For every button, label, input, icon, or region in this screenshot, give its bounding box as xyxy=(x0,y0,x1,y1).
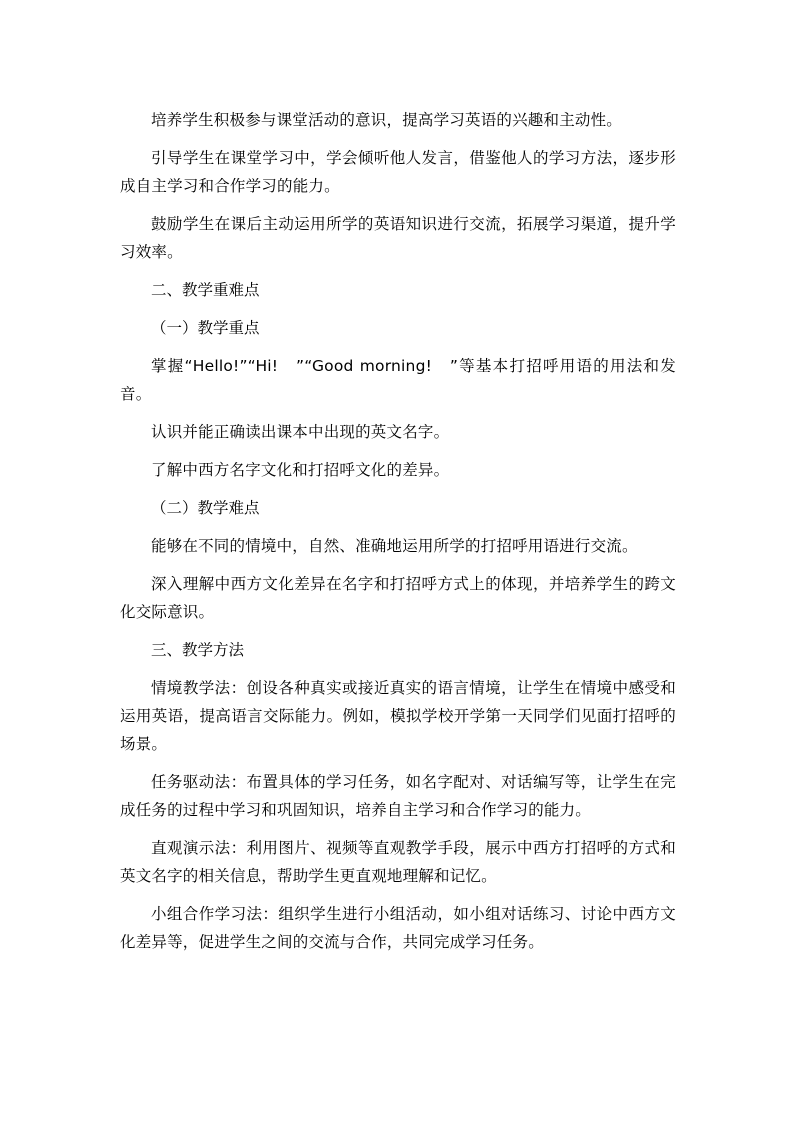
key-point-names: 认识并能正确读出课本中出现的英文名字。 xyxy=(151,423,450,441)
subsection-heading-key-points: （一）教学重点 xyxy=(151,319,260,337)
paragraph-after-class: 鼓励学生在课后主动运用所学的英语知识进行交流，拓展学习渠道，提升学习效率。 xyxy=(120,215,676,261)
key-point-greetings: 掌握“Hello!”“Hi! ”“Good morning! ”等基本打招呼用语的用法和发音。 xyxy=(120,357,676,403)
method-task-driven: 任务驱动法：布置具体的学习任务，如名字配对、对话编写等，让学生在完成任务的过程中学习和巩固知识，培养自主学习和合作学习的能力。 xyxy=(120,773,676,819)
method-group-cooperation: 小组合作学习法：组织学生进行小组活动，如小组对话练习、讨论中西方文化差异等，促进学生之间的交流与合作，共同完成学习任务。 xyxy=(120,905,676,951)
section-heading-key-difficult-points: 二、教学重难点 xyxy=(151,281,260,299)
method-situational: 情境教学法：创设各种真实或接近真实的语言情境，让学生在情境中感受和运用英语，提高语言交际能力。例如，模拟学校开学第一天同学们见面打招呼的场景。 xyxy=(120,679,676,753)
paragraph-participation: 培养学生积极参与课堂活动的意识，提高学习英语的兴趣和主动性。 xyxy=(151,111,623,129)
document-body xyxy=(120,106,676,966)
difficult-point-intercultural: 深入理解中西方文化差异在名字和打招呼方式上的体现，并培养学生的跨文化交际意识。 xyxy=(120,575,676,621)
method-visual-demo: 直观演示法：利用图片、视频等直观教学手段，展示中西方打招呼的方式和英文名字的相关信息，帮助学生更直观地理解和记忆。 xyxy=(120,839,676,885)
difficult-point-usage: 能够在不同的情境中，自然、准确地运用所学的打招呼用语进行交流。 xyxy=(151,537,638,555)
section-heading-teaching-methods: 三、教学方法 xyxy=(151,641,245,659)
key-point-culture: 了解中西方名字文化和打招呼文化的差异。 xyxy=(151,461,450,479)
subsection-heading-difficult-points: （二）教学难点 xyxy=(151,499,260,517)
paragraph-listening: 引导学生在课堂学习中，学会倾听他人发言，借鉴他人的学习方法，逐步形成自主学习和合作学习的能力。 xyxy=(120,149,676,195)
